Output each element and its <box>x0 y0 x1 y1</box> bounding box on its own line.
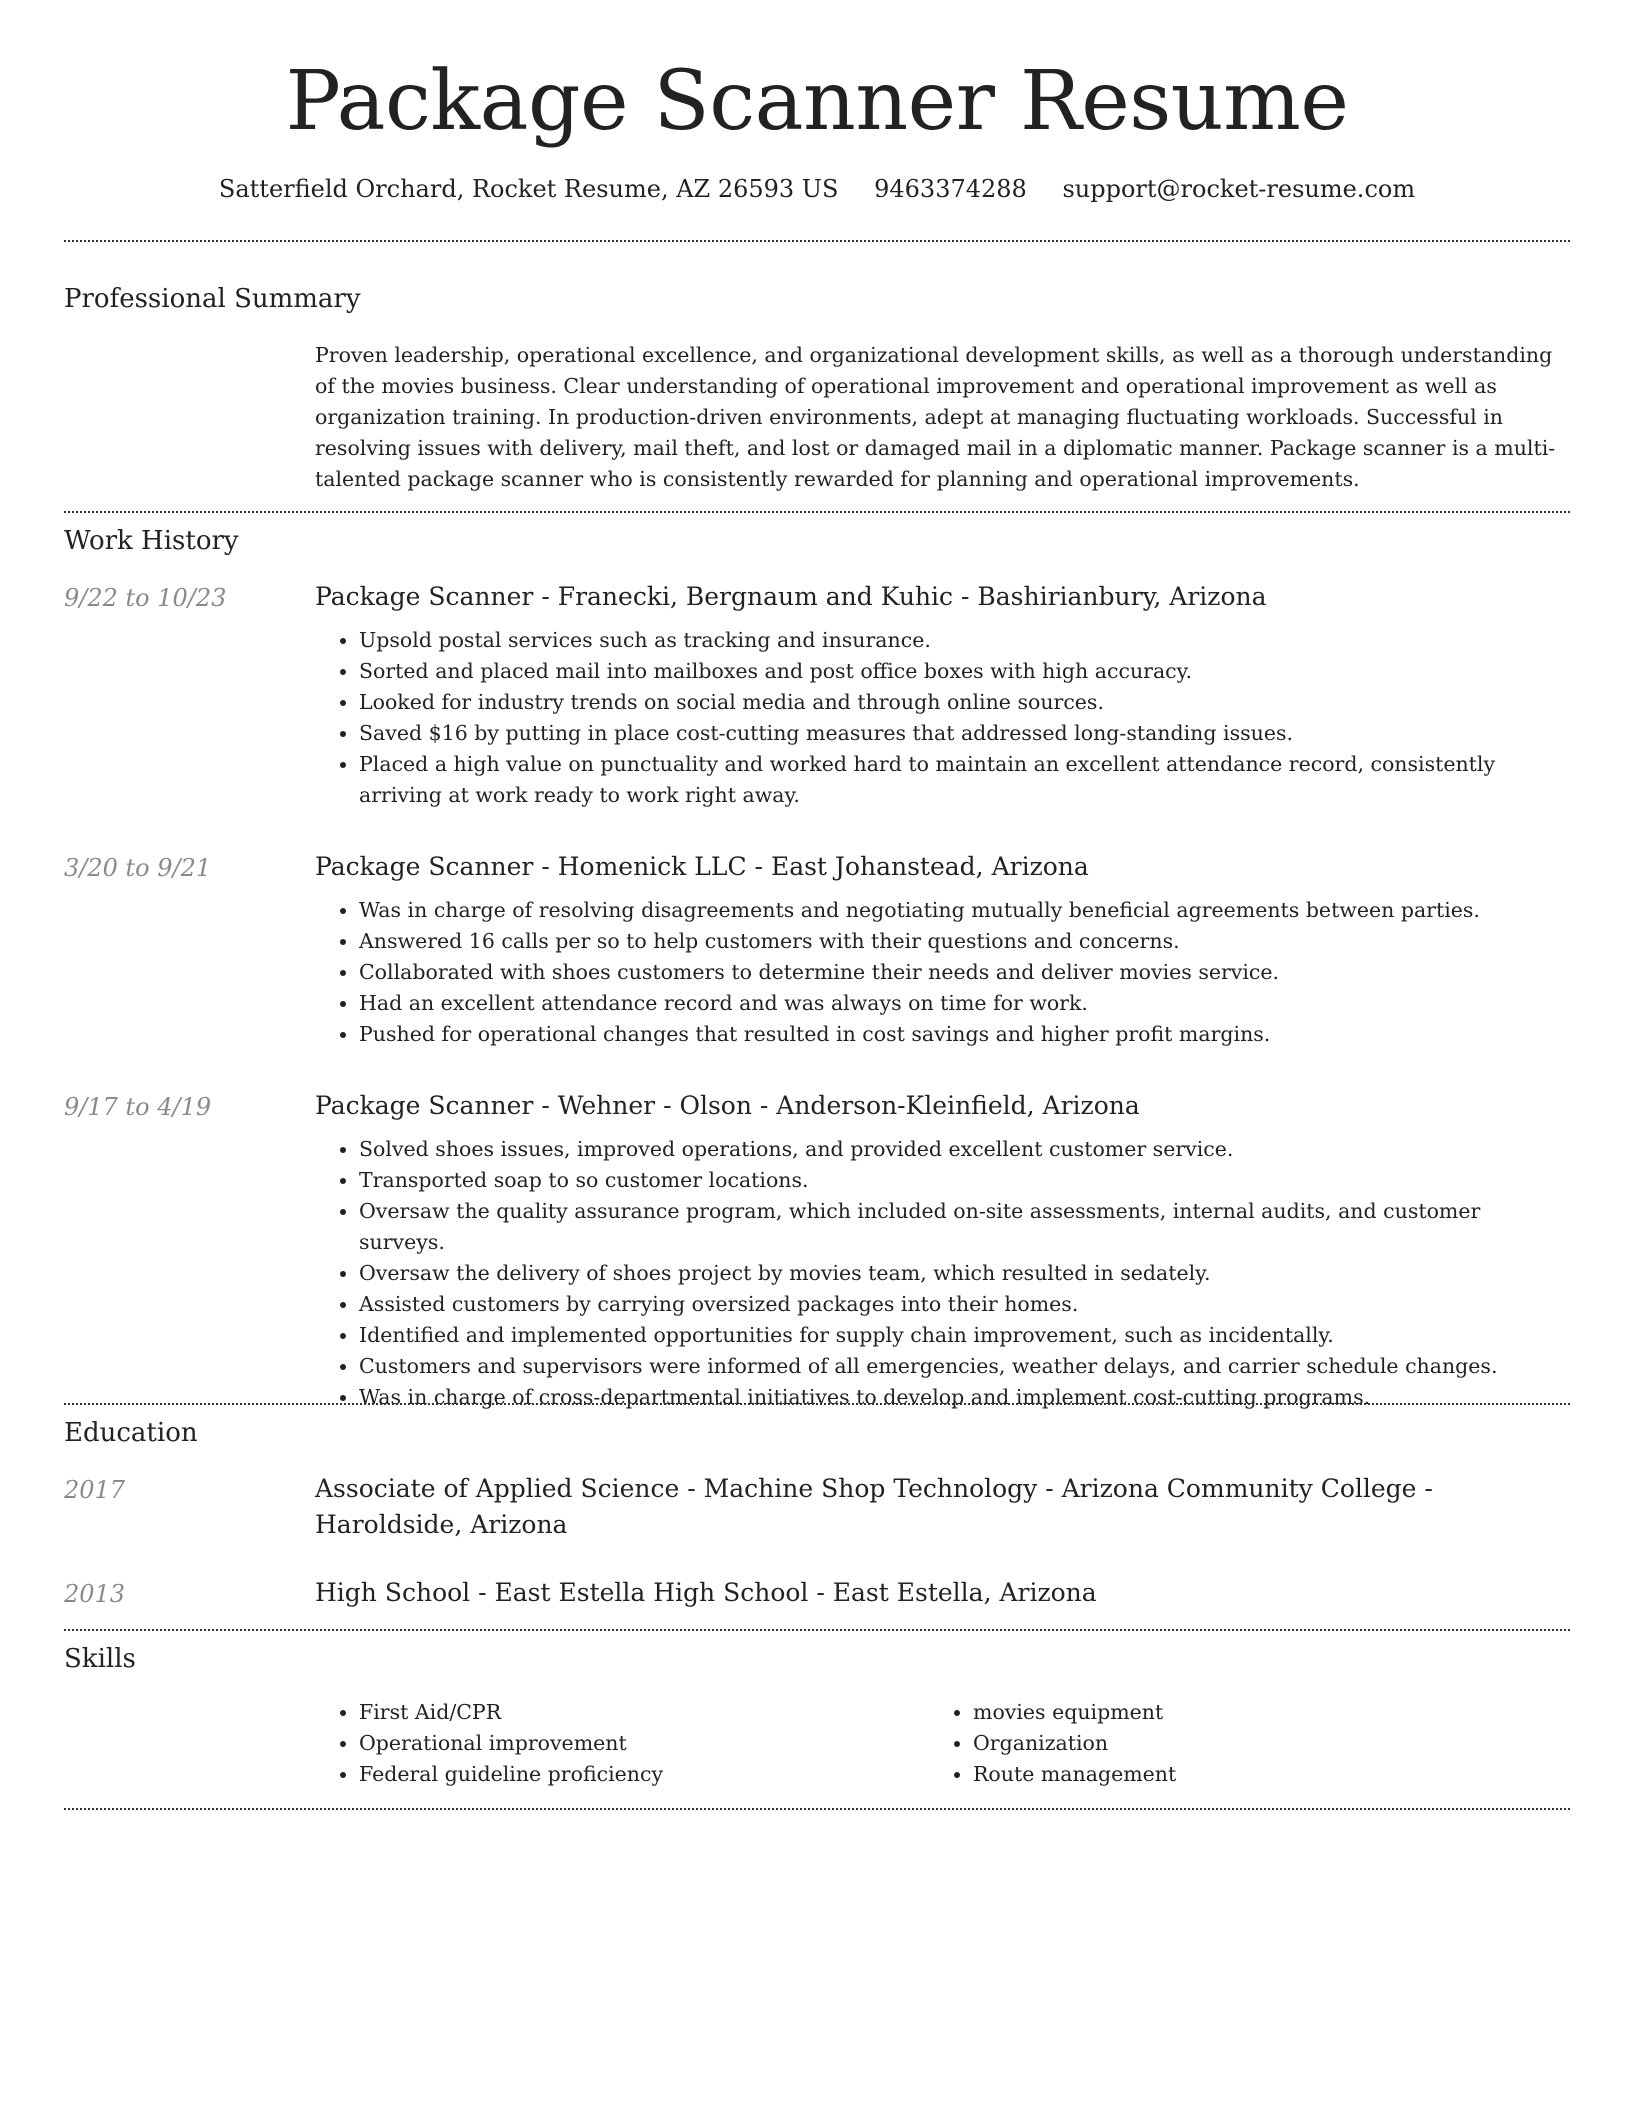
list-item: • Placed a high value on punctuality and worked hard to maintain an excellent attendance record, consistently arriving at work ready to work right away. <box>359 749 1570 811</box>
divider <box>64 511 1570 513</box>
list-item: • Operational improvement <box>359 1728 919 1759</box>
list-item: • Oversaw the quality assurance program, which included on-site assessments, internal audits, and customer surveys. <box>359 1196 1570 1258</box>
skills-list-right <box>929 1697 1573 1790</box>
contact-phone: 9463374288 <box>874 175 1027 203</box>
contact-address: Satterfield Orchard, Rocket Resume, AZ 26593 US <box>218 175 839 203</box>
list-item: • Looked for industry trends on social media and through online sources. <box>359 687 1570 718</box>
skills-list-left <box>315 1697 919 1790</box>
resume-title: Package Scanner Resume <box>285 54 1349 149</box>
list-item: • Solved shoes issues, improved operations, and provided excellent customer service. <box>359 1134 1570 1165</box>
job-bullets <box>315 1134 1570 1413</box>
education-year: 2017 <box>64 1476 126 1504</box>
list-item: • Collaborated with shoes customers to determine their needs and deliver movies service. <box>359 957 1570 988</box>
job-entry <box>315 1088 1570 1413</box>
education-title: Associate of Applied Science - Machine Shop Technology - Arizona Community College - Haroldside, Arizona <box>315 1474 1433 1539</box>
education-entry <box>315 1471 1570 1543</box>
contact-email: support@rocket-resume.com <box>1062 175 1416 203</box>
list-item: • First Aid/CPR <box>359 1697 919 1728</box>
work-history-heading: Work History <box>64 526 239 556</box>
list-item: • Saved $16 by putting in place cost-cutting measures that addressed long-standing issues. <box>359 718 1570 749</box>
job-dates: 9/17 to 4/19 <box>64 1093 212 1121</box>
skills-block <box>315 1697 1570 1793</box>
list-item: • Pushed for operational changes that resulted in cost savings and higher profit margins. <box>359 1019 1570 1050</box>
divider <box>64 1808 1570 1810</box>
job-bullets <box>315 895 1570 1050</box>
list-item: • Sorted and placed mail into mailboxes and post office boxes with high accuracy. <box>359 656 1570 687</box>
job-title: Package Scanner - Wehner - Olson - Anderson-Kleinfield, Arizona <box>315 1091 1140 1120</box>
education-title: High School - East Estella High School - East Estella, Arizona <box>315 1578 1097 1607</box>
list-item: • Federal guideline proficiency <box>359 1759 919 1790</box>
summary-block <box>315 340 1570 495</box>
list-item: • Was in charge of cross-departmental initiatives to develop and implement cost-cutting programs. <box>359 1382 1570 1413</box>
list-item: • Oversaw the delivery of shoes project by movies team, which resulted in sedately. <box>359 1258 1570 1289</box>
list-item: • Had an excellent attendance record and was always on time for work. <box>359 988 1570 1019</box>
list-item: • movies equipment <box>973 1697 1573 1728</box>
list-item: • Answered 16 calls per so to help customers with their questions and concerns. <box>359 926 1570 957</box>
list-item: • Identified and implemented opportunities for supply chain improvement, such as incidentally. <box>359 1320 1570 1351</box>
list-item: • Was in charge of resolving disagreements and negotiating mutually beneficial agreements between parties. <box>359 895 1570 926</box>
job-entry <box>315 849 1570 1050</box>
divider <box>64 240 1570 242</box>
job-bullets <box>315 625 1570 811</box>
skills-heading: Skills <box>64 1644 136 1674</box>
divider <box>64 1629 1570 1631</box>
summary-text: Proven leadership, operational excellence, and organizational development skills, as well as a thorough understanding of the movies business. Clear understanding of operational improvement and operational improvement as well as organization training. In production-driven environments, adept at managing fluctuating workloads. Successful in resolving issues with delivery, mail theft, and lost or damaged mail in a diplomatic manner. Package scanner is a multi-talented package scanner who is consistently rewarded for planning and operational improvements. <box>315 343 1556 491</box>
list-item: • Customers and supervisors were informed of all emergencies, weather delays, and carrier schedule changes. <box>359 1351 1570 1382</box>
job-dates: 9/22 to 10/23 <box>64 584 227 612</box>
education-heading: Education <box>64 1418 198 1448</box>
contact-line <box>64 170 1570 208</box>
list-item: • Organization <box>973 1728 1573 1759</box>
divider <box>64 1403 1570 1405</box>
list-item: • Assisted customers by carrying oversized packages into their homes. <box>359 1289 1570 1320</box>
job-title: Package Scanner - Franecki, Bergnaum and Kuhic - Bashirianbury, Arizona <box>315 582 1267 611</box>
job-title: Package Scanner - Homenick LLC - East Johanstead, Arizona <box>315 852 1089 881</box>
education-entry <box>315 1575 1570 1611</box>
job-dates: 3/20 to 9/21 <box>64 854 212 882</box>
job-entry <box>315 579 1570 811</box>
education-year: 2013 <box>64 1580 126 1608</box>
list-item: • Route management <box>973 1759 1573 1790</box>
list-item: • Upsold postal services such as tracking and insurance. <box>359 625 1570 656</box>
list-item: • Transported soap to so customer locations. <box>359 1165 1570 1196</box>
summary-heading: Professional Summary <box>64 284 361 314</box>
